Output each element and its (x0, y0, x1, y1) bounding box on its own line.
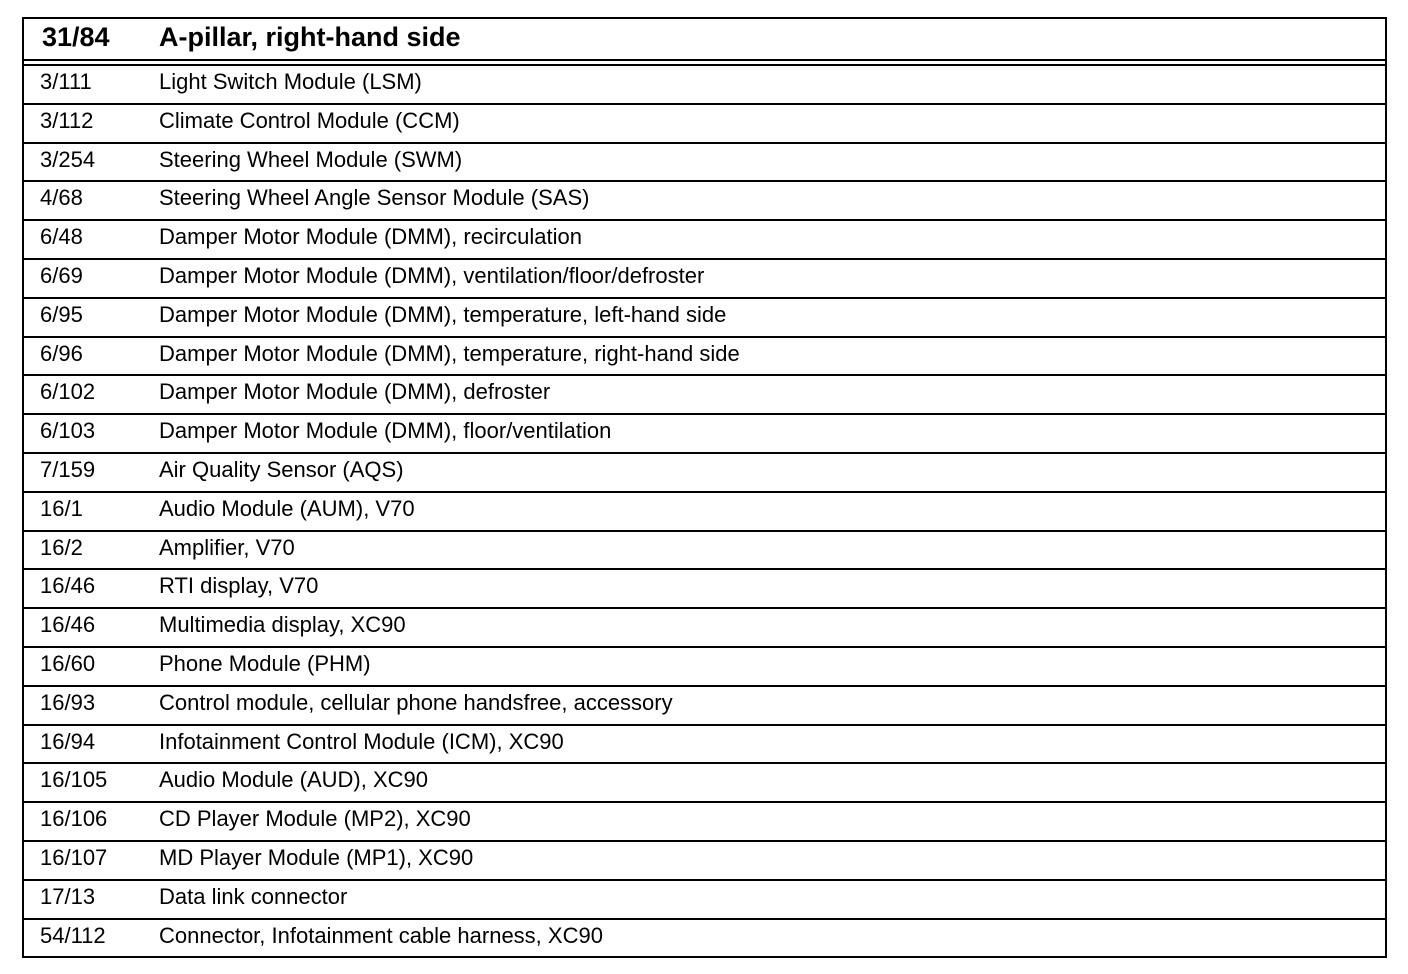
component-code: 7/159 (40, 456, 96, 482)
table-row (24, 454, 1385, 493)
component-description: Damper Motor Module (DMM), defroster (159, 379, 551, 405)
component-description: Audio Module (AUD), XC90 (159, 767, 429, 793)
component-description: Light Switch Module (LSM) (159, 69, 422, 94)
component-description: Damper Motor Module (DMM), temperature, left-hand side (159, 301, 727, 327)
component-description: Phone Module (PHM) (159, 650, 371, 676)
table-row (24, 338, 1385, 377)
component-description: Audio Module (AUM), V70 (159, 495, 415, 521)
component-description: Climate Control Module (CCM) (159, 107, 460, 133)
component-code: 6/103 (40, 418, 96, 444)
component-description: Connector, Infotainment cable harness, XC90 (159, 922, 603, 948)
component-description: Damper Motor Module (DMM), ventilation/floor/defroster (159, 262, 705, 288)
table-row (24, 648, 1385, 687)
component-description: Infotainment Control Module (ICM), XC90 (159, 728, 564, 754)
table-row (24, 609, 1385, 648)
component-description: Damper Motor Module (DMM), recirculation (159, 224, 582, 250)
component-code: 16/2 (40, 534, 83, 560)
component-code: 16/93 (40, 689, 96, 715)
table-row (24, 881, 1385, 920)
component-code: 16/107 (40, 844, 108, 870)
component-code: 54/112 (40, 922, 106, 948)
component-code: 16/106 (40, 806, 108, 832)
table-row (24, 803, 1385, 842)
header-title: A-pillar, right-hand side (159, 22, 461, 52)
table-row (24, 842, 1385, 881)
component-code: 16/46 (40, 573, 96, 599)
component-description: Steering Wheel Angle Sensor Module (SAS) (159, 185, 590, 211)
component-code: 4/68 (40, 185, 83, 211)
component-code: 16/105 (40, 767, 108, 793)
component-description: MD Player Module (MP1), XC90 (159, 844, 474, 870)
table-row (24, 493, 1385, 532)
component-code: 6/48 (40, 224, 83, 250)
table-row (24, 66, 1385, 105)
component-code: 16/46 (40, 612, 96, 638)
table-row (24, 260, 1385, 299)
component-description: Damper Motor Module (DMM), floor/ventilation (159, 418, 612, 444)
component-description: Air Quality Sensor (AQS) (159, 456, 404, 482)
component-code: 6/69 (40, 262, 83, 288)
component-description: Multimedia display, XC90 (159, 612, 406, 638)
component-description: Damper Motor Module (DMM), temperature, right-hand side (159, 340, 740, 366)
table-row (24, 105, 1385, 144)
component-description: Steering Wheel Module (SWM) (159, 146, 463, 172)
table-row (24, 415, 1385, 454)
component-code: 16/60 (40, 650, 96, 676)
table-row (24, 144, 1385, 183)
table-row (24, 726, 1385, 765)
table-row (24, 376, 1385, 415)
table-row (24, 570, 1385, 609)
table-row (24, 221, 1385, 260)
table-header (24, 19, 1385, 61)
table-row (24, 299, 1385, 338)
component-code: 6/102 (40, 379, 96, 405)
component-code: 6/95 (40, 301, 83, 327)
component-code: 6/96 (40, 340, 83, 366)
table-row (24, 764, 1385, 803)
component-description: CD Player Module (MP2), XC90 (159, 806, 471, 832)
component-code: 16/94 (40, 728, 96, 754)
component-code: 3/112 (40, 107, 94, 133)
table-row (24, 532, 1385, 571)
component-code: 3/254 (40, 146, 96, 172)
component-table (22, 17, 1387, 958)
component-code: 3/111 (40, 69, 92, 94)
component-description: Control module, cellular phone handsfree, accessory (159, 689, 673, 715)
component-description: Data link connector (159, 883, 348, 909)
component-description: RTI display, V70 (159, 573, 319, 599)
component-code: 16/1 (40, 495, 83, 521)
component-code: 17/13 (40, 883, 96, 909)
table-body (24, 66, 1385, 958)
table-row (24, 687, 1385, 726)
component-description: Amplifier, V70 (159, 534, 295, 560)
header-code: 31/84 (42, 22, 110, 52)
table-row (24, 182, 1385, 221)
table-row (24, 920, 1385, 959)
